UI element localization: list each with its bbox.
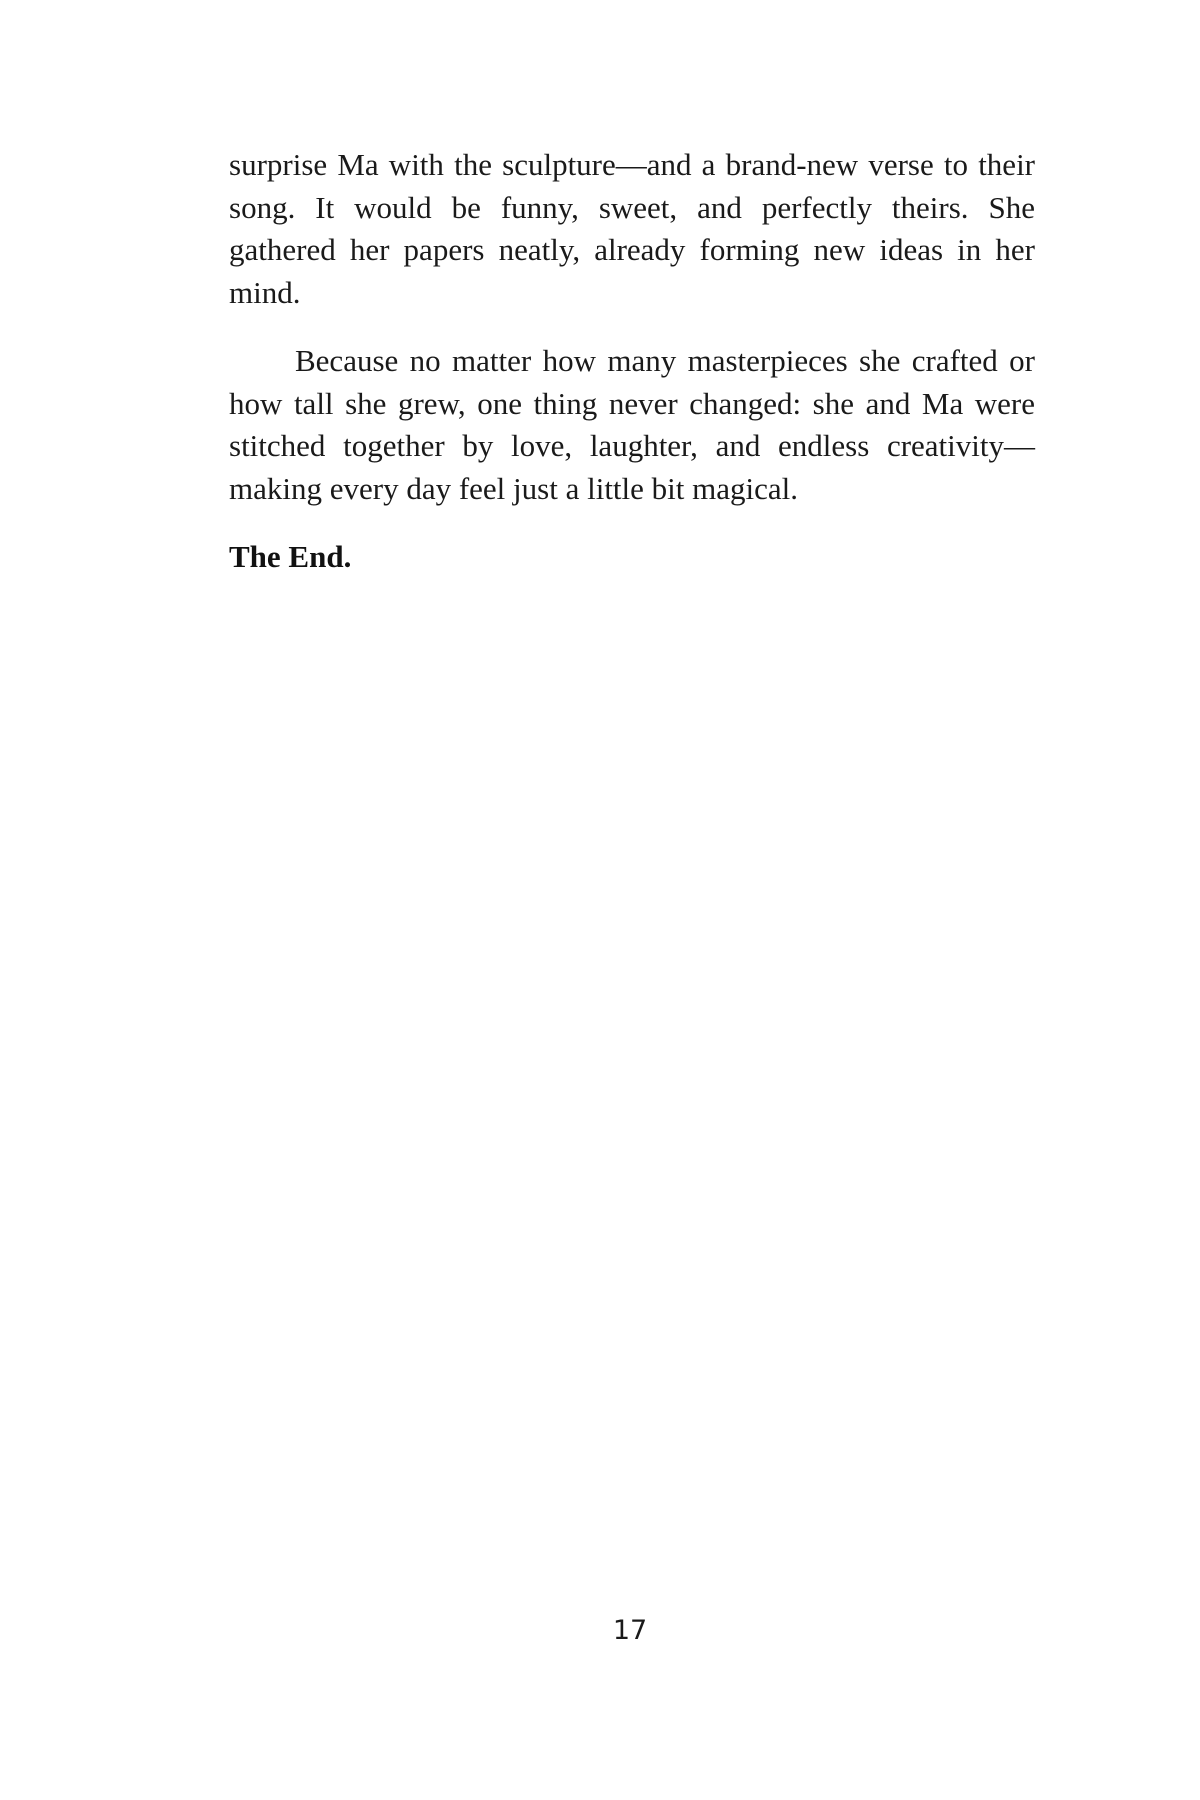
paragraph-final: Because no matter how many masterpieces she crafted or how tall she grew, one thing never changed: she and Ma were stitched together by love, laughter, and endless creativity—making every day feel just a little bit magical. [229, 343, 1035, 506]
page-number: 17 [612, 1615, 648, 1646]
paragraph-continued: surprise Ma with the sculpture—and a brand-new verse to their song. It would be funny, sweet, and perfectly theirs. She gathered her papers neatly, already forming new ideas in her mind. [229, 147, 1035, 310]
the-end-heading: The End. [229, 539, 352, 574]
story-text [229, 144, 1035, 579]
